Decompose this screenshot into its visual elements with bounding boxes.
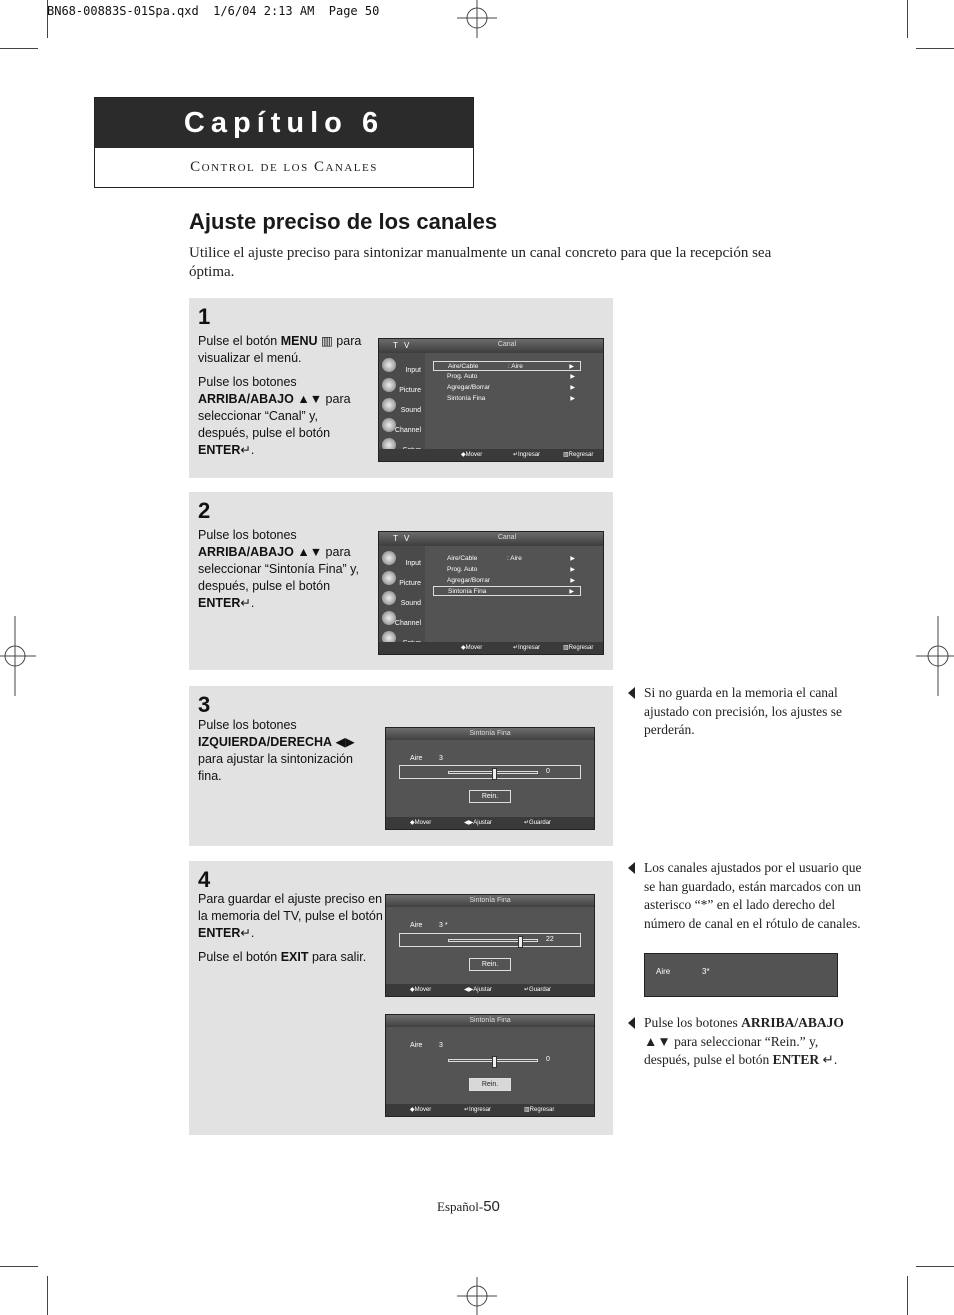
- registration-mark-left: [0, 616, 40, 696]
- print-slug: BN68-00883S-01Spa.qxd 1/6/04 2:13 AM Page 50: [47, 4, 380, 18]
- step-text: Pulse el botón MENU ▥ para visualizar el menú. Pulse los botones ARRIBA/ABAJO ▲▼ para seleccionar “Canal” y, después, pulse el botón ENTER↵.: [198, 334, 362, 457]
- sound-icon: Sound: [381, 590, 423, 608]
- chapter-title: Capítulo 6: [95, 98, 473, 148]
- reset-button: Rein.: [469, 1078, 511, 1091]
- tv-menu-screen: T V Canal Input Picture Sound Channel Aire/Cable : Aire ▶ Prog. Auto ▶ Agregar/Borrar ▶ Sintonía Fina ▶ ◆ Mover ↵ Ingresar ▥ Regresar: [378, 338, 604, 462]
- registration-mark-bottom: [452, 1275, 502, 1315]
- menu-item: Prog. Auto ▶: [447, 566, 575, 573]
- reset-button: Rein.: [469, 790, 511, 803]
- step-2-panel: [189, 492, 613, 670]
- tv-menu-screen: T V Canal Input Picture Sound Channel Aire/Cable : Aire ▶ Prog. Auto ▶ Agregar/Borrar ▶ Sintonía Fina ▶ ◆ Mover ↵ Ingresar ▥ Regresar: [378, 531, 604, 655]
- menu-item: Agregar/Borrar ▶: [447, 577, 575, 584]
- enter-icon: ↵: [822, 1052, 834, 1067]
- enter-icon: ↵: [240, 926, 251, 940]
- up-down-icon: ▲▼: [297, 392, 323, 406]
- menu-item: Agregar/Borrar ▶: [447, 384, 575, 391]
- intro-text: Utilice el ajuste preciso para sintonizar manualmente un canal concreto para que la recepción sea óptima.: [189, 245, 772, 280]
- up-down-icon: ▲▼: [297, 545, 323, 559]
- channel-icon: Channel: [381, 417, 423, 435]
- menu-item: Prog. Auto ▶: [447, 373, 575, 380]
- picture-icon: Picture: [381, 570, 423, 588]
- arrow-left-icon: [628, 862, 635, 874]
- note-3: Pulse los botones ARRIBA/ABAJO ▲▼ para seleccionar “Rein.” y, después, pulse el botón ENTER ↵.: [644, 1014, 866, 1070]
- step-text: Pulse los botones ARRIBA/ABAJO ▲▼ para seleccionar “Sintonía Fina” y, después, pulse el botón ENTER↵.: [198, 528, 359, 610]
- step-number: 1: [198, 304, 211, 329]
- sound-icon: Sound: [381, 397, 423, 415]
- step-number: 2: [198, 498, 211, 523]
- step-3-panel: [189, 686, 613, 846]
- enter-icon: ↵: [240, 443, 251, 457]
- input-icon: Input: [381, 357, 423, 375]
- fine-tune-screen: Sintonía Fina Aire 3 * 22 Rein. ◆ Mover ◀▶ Ajustar ↵ Guardar: [385, 894, 595, 997]
- enter-icon: ↵: [240, 596, 251, 610]
- menu-item: Sintonía Fina ▶: [447, 395, 575, 402]
- channel-icon: Channel: [381, 610, 423, 628]
- note-2: Los canales ajustados por el usuario que se han guardado, están marcados con un asterisco “*” en el lado derecho del número de canal en el rótulo de canales.: [644, 859, 866, 933]
- chapter-header: [94, 97, 474, 188]
- step-number: 3: [198, 692, 211, 717]
- section-heading: Ajuste preciso de los canales: [189, 209, 498, 234]
- step-number: 4: [198, 867, 211, 892]
- fine-tune-screen: Sintonía Fina Aire 3 0 Rein. ◆ Mover ◀▶ Ajustar ↵ Guardar: [385, 727, 595, 830]
- channel-label-screen: Aire 3*: [644, 953, 838, 997]
- menu-item: Aire/Cable : Aire ▶: [447, 555, 575, 562]
- chapter-subtitle: Control de los Canales: [190, 159, 378, 175]
- step-text: Pulse los botones IZQUIERDA/DERECHA ◀▶ para ajustar la sintonización fina.: [198, 718, 355, 783]
- arrow-left-icon: [628, 687, 635, 699]
- fine-tune-screen-reset: Sintonía Fina Aire 3 0 Rein. ◆ Mover ↵ Ingresar ▥ Regresar: [385, 1014, 595, 1117]
- step-1-panel: [189, 298, 613, 478]
- menu-item: Aire/Cable : Aire ▶: [433, 361, 581, 371]
- reset-button: Rein.: [469, 958, 511, 971]
- menu-item: Sintonía Fina ▶: [433, 586, 581, 596]
- step-4-panel: [189, 861, 613, 1135]
- registration-mark-right: [914, 616, 954, 696]
- registration-mark-top: [452, 0, 502, 40]
- step-text: Para guardar el ajuste preciso en la memoria del TV, pulse el botón ENTER↵. Pulse el botón EXIT para salir.: [198, 892, 383, 964]
- up-down-icon: ▲▼: [644, 1033, 671, 1049]
- left-right-icon: ◀▶: [335, 735, 355, 749]
- note-1: Si no guarda en la memoria el canal ajustado con precisión, los ajustes se perderán.: [644, 684, 866, 740]
- input-icon: Input: [381, 550, 423, 568]
- picture-icon: Picture: [381, 377, 423, 395]
- arrow-left-icon: [628, 1017, 635, 1029]
- page-footer: Español-50: [437, 1198, 500, 1215]
- menu-icon: ▥: [321, 334, 333, 348]
